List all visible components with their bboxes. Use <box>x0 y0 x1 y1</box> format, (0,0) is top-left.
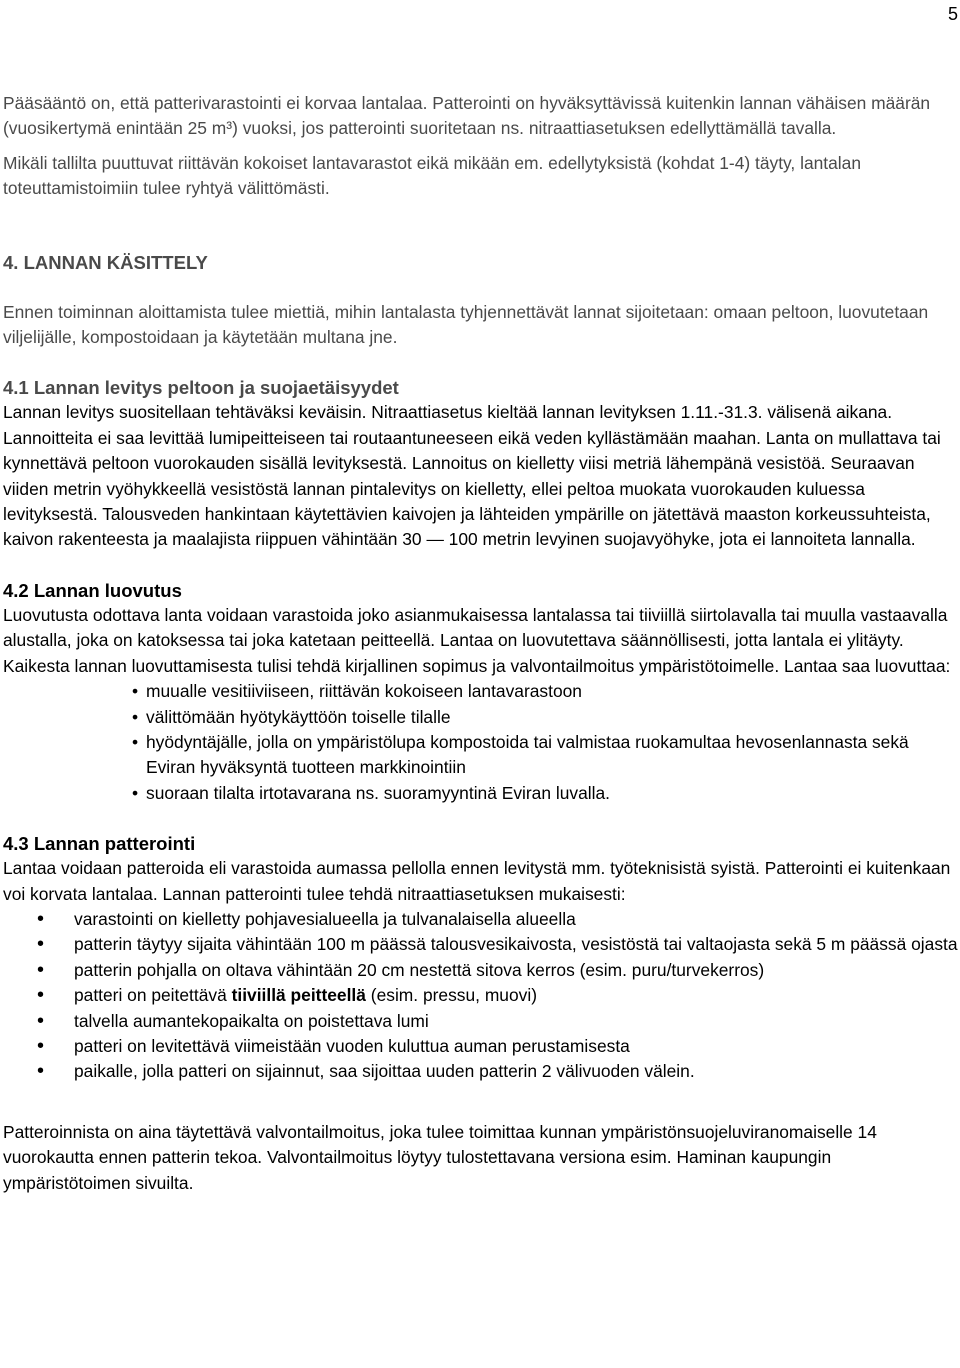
list-item: • hyödyntäjälle, jolla on ympäristölupa kompostoida tai valmistaa ruokamultaa hevosenlannasta sekä Eviran hyväksyntä tuotteen markkinointiin <box>132 730 958 781</box>
document-body <box>3 91 958 1196</box>
section-4-3-heading: 4.3 Lannan patterointi <box>3 833 196 855</box>
intro-paragraph-1: Pääsääntö on, että patterivarastointi ei korvaa lantalaa. Patterointi on hyväksyttävissä kuitenkin lannan vähäisen määrän (vuosikertymä enintään 25 m³) vuoksi, jos patterointi suoritetaan ns. nitraattiasetuksen edellyttämällä tavalla. <box>3 93 931 139</box>
page-number: 5 <box>947 4 958 24</box>
section-4-paragraph: Ennen toiminnan aloittamista tulee miettiä, mihin lantalasta tyhjennettävät lannat sijoitetaan: omaan peltoon, luovutetaan viljelijälle, kompostoidaan ja käytetään multana jne. <box>3 301 929 348</box>
intro-paragraph-2: Mikäli tallilta puuttuvat riittävän kokoiset lantavarastot eikä mikään em. edellytyksistä (kohdat 1-4) täyty, lantalan toteuttamistoimiin tulee ryhtyä välittömästi. <box>3 152 862 199</box>
list-item: • suoraan tilalta irtotavarana ns. suoramyyntinä Eviran luvalla. <box>132 781 958 806</box>
list-item: • varastointi on kielletty pohjavesialueella ja tulvanalaisella alueella <box>74 907 958 932</box>
list-item-text: (esim. pressu, muovi) <box>365 985 537 1006</box>
section-4-heading: 4. LANNAN KÄSITTELY <box>3 251 208 273</box>
closing-paragraph: Patteroinnista on aina täytettävä valvontailmoitus, joka tulee toimittaa kunnan ympäristönsuojeluviranomaiselle 14 vuorokautta ennen patterin tekoa. Valvontailmoitus löytyy tulostettavana versiona esim. Haminan kaupungin ympäristötoimen sivuilta. <box>3 1121 877 1193</box>
list-item: • paikalle, jolla patteri on sijainnut, saa sijoittaa uuden patterin 2 välivuoden välein. <box>74 1059 958 1084</box>
stockpiling-rules-list <box>3 907 958 1085</box>
list-item: • välittömään hyötykäyttöön toiselle tilalle <box>132 705 958 730</box>
list-item-emphasis: tiiviillä peitteellä <box>231 985 366 1006</box>
list-item: • patteri on levitettävä viimeistään vuoden kuluttua auman perustamisesta <box>74 1034 958 1059</box>
section-4-3-paragraph: Lantaa voidaan patteroida eli varastoida aumassa pellolla ennen levitystä mm. työteknisistä syistä. Patterointi ei kuitenkaan voi korvata lantalaa. Lannan patterointi tulee tehdä nitraattiasetuksen mukaisesti: <box>3 858 951 904</box>
list-item: • patterin täytyy sijaita vähintään 100 m päässä talousvesikaivosta, vesistöstä tai valtaojasta sekä 5 m päässä ojasta <box>74 932 958 957</box>
transfer-options-list <box>3 679 958 806</box>
section-4-1-heading: 4.1 Lannan levitys peltoon ja suojaetäisyydet <box>3 377 399 399</box>
section-4-2-paragraph: Luovutusta odottava lanta voidaan varastoida joko asianmukaisessa lantalassa tai tiiviillä siirtolavalla tai muulla vastaavalla alustalla, joka on katoksessa tai joka katetaan peitteellä. Lantaa on luovutettava säännöllisesti, jotta lantala ei ylitäyty. Kaikesta lannan luovuttamisesta tulisi tehdä kirjallinen sopimus ja valvontailmoitus ympäristötoimelle. Lantaa saa luovuttaa: <box>3 604 951 676</box>
section-4-1-paragraph: Lannan levitys suositellaan tehtäväksi keväisin. Nitraattiasetus kieltää lannan levityksen 1.11.-31.3. välisenä aikana. Lannoitteita ei saa levittää lumipeitteiseen tai routaantuneeseen eikä veden kyllästämään maahan. Lanta on mullattava tai kynnettävä peltoon vuorokauden sisällä levityksestä. Lannoitus on kielletty viisi metriä lähempänä vesistöä. Seuraavan viiden metrin vyöhykkeellä vesistöstä lannan pintalevitys on kielletty, ellei peltoa muokata vuorokauden kuluessa levityksestä. Talousveden hankintaan käytettävien kaivojen ja lähteiden ympärille on jätettävä maaston korkeussuhteista, kaivon rakenteesta ja maalajista riippuen vähintään 30 — 100 metrin levyinen suojavyöhyke, jota ei lannoiteta lannalla. <box>3 402 941 550</box>
list-item: • muualle vesitiiviiseen, riittävän kokoiseen lantavarastoon <box>132 679 958 704</box>
list-item-text: patteri on peitettävä <box>74 985 232 1006</box>
list-item: • talvella aumantekopaikalta on poistettava lumi <box>74 1009 958 1034</box>
list-item <box>74 983 958 1008</box>
list-item: • patterin pohjalla on oltava vähintään 20 cm nestettä sitova kerros (esim. puru/turvekerros) <box>74 958 958 983</box>
section-4-2-heading: 4.2 Lannan luovutus <box>3 579 182 601</box>
